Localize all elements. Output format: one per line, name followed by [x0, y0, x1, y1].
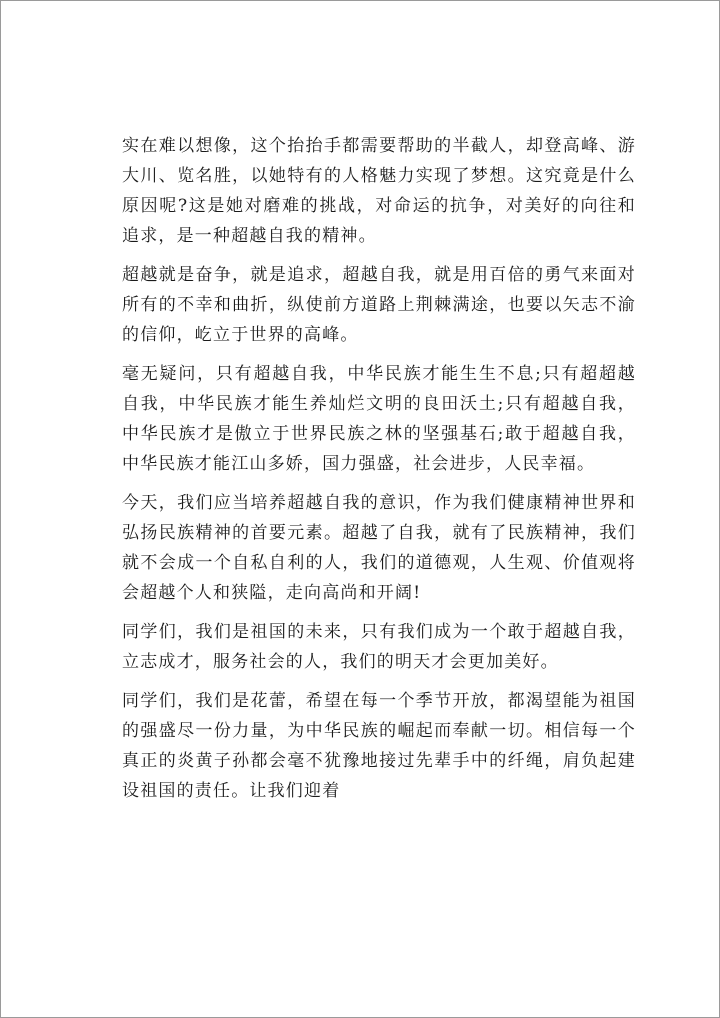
paragraph-2: 超越就是奋争，就是追求，超越自我，就是用百倍的勇气来面对所有的不幸和曲折，纵使前方道路上荆棘满途，也要以矢志不渝的信仰，屹立于世界的高峰。 [122, 265, 636, 345]
paragraph-3: 毫无疑问，只有超越自我，中华民族才能生生不息;只有超超越自我，中华民族才能生养灿烂文明的良田沃土;只有超越自我，中华民族才是傲立于世界民族之林的坚强基石;敢于超越自我，中华民族才能江山多娇，国力强盛，社会进步，人民幸福。 [122, 364, 636, 474]
paragraph-6: 同学们，我们是花蕾，希望在每一个季节开放，都渴望能为祖国的强盛尽一份力量，为中华民族的崛起而奉献一切。相信每一个真正的炎黄子孙都会毫不犹豫地接过先辈手中的纤绳，肩负起建设祖国的责任。让我们迎着 [122, 691, 636, 801]
paragraph-1: 实在难以想像，这个抬抬手都需要帮助的半截人，却登高峰、游大川、览名胜，以她特有的人格魅力实现了梦想。这究竟是什么原因呢?这是她对磨难的挑战，对命运的抗争，对美好的向往和追求，是一种超越自我的精神。 [122, 136, 636, 246]
paragraph-5: 同学们，我们是祖国的未来，只有我们成为一个敢于超越自我，立志成才，服务社会的人，我们的明天才会更加美好。 [122, 622, 636, 672]
paragraph-4: 今天，我们应当培养超越自我的意识，作为我们健康精神世界和弘扬民族精神的首要元素。超越了自我，就有了民族精神，我们就不会成一个自私自利的人，我们的道德观，人生观、价值观将会超越个人和狭隘，走向高尚和开阔! [122, 493, 636, 603]
document-body [122, 131, 636, 815]
